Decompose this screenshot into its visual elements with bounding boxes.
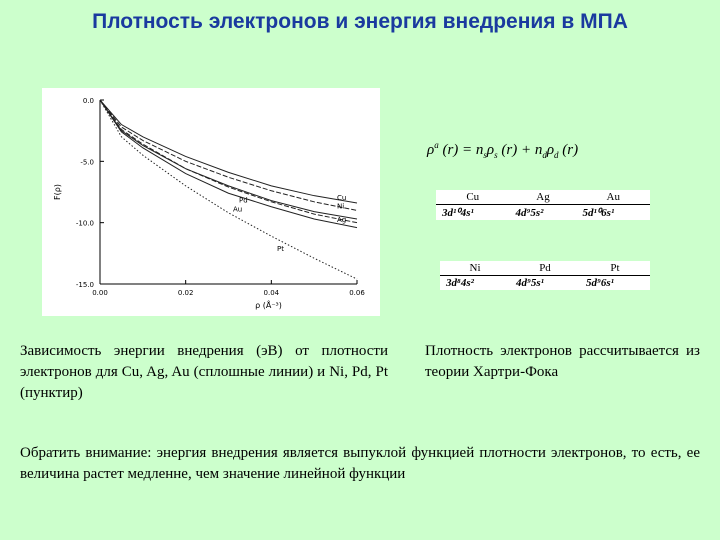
- x-tick-label: 0.06: [349, 289, 365, 297]
- formula-t1-rho: ρ: [486, 142, 495, 158]
- chart-caption: Зависимость энергии внедрения (эВ) от плотности электронов для Cu, Ag, Au (сплошные линии) и Ni, Pd, Pt (пунктир): [20, 343, 388, 401]
- formula-t2-n-sub: d: [542, 150, 547, 160]
- table-cell: 5d⁹6s¹: [586, 277, 614, 289]
- x-tick-label: 0.00: [92, 289, 108, 297]
- line-chart: [42, 88, 380, 316]
- series-label-pd: Pd: [239, 196, 248, 205]
- series-label-ni: Ni: [337, 202, 345, 211]
- series-line-ni: [100, 100, 357, 210]
- formula-t1-arg: (r): [501, 142, 518, 158]
- config-table-cu-ag-au: [436, 190, 650, 220]
- series-label-cu: Cu: [337, 194, 347, 203]
- y-tick-label: 0.0: [82, 97, 94, 105]
- table-cell: 4d⁹5s²: [515, 206, 544, 219]
- formula-lhs: ρ: [427, 142, 435, 158]
- x-tick-label: 0.02: [177, 289, 194, 297]
- table-cell: 4d⁹5s¹: [516, 277, 544, 289]
- convexity-note: Обратить внимание: энергия внедрения является выпуклой функцией плотности электронов, то есть, ее величина растет медленне, чем значение линейной функции: [20, 445, 700, 482]
- table-header: Cu: [436, 190, 510, 205]
- density-formula: [427, 140, 578, 160]
- series-line-pd: [100, 100, 357, 223]
- y-axis-label: F(ρ): [53, 184, 62, 200]
- table-header: Pt: [580, 261, 650, 276]
- formula-t2-rho: ρ: [546, 142, 555, 158]
- y-tick-label: -5.0: [80, 158, 94, 167]
- series-line-ag: [100, 100, 357, 219]
- formula-t2-rho-sub: d: [554, 150, 559, 160]
- table-header: Ag: [510, 190, 577, 205]
- formula-plus: +: [520, 142, 532, 158]
- series-label-pt: Pt: [277, 245, 284, 254]
- formula-t1-rho-sub: s: [494, 150, 498, 160]
- table-cell: 5d¹⁰6s¹: [582, 207, 615, 219]
- formula-t2-arg: (r): [562, 142, 579, 158]
- table-header: Au: [576, 190, 650, 205]
- series-line-pt: [100, 100, 357, 279]
- x-axis-label: ρ (Å⁻³): [255, 301, 282, 310]
- x-tick-label: 0.04: [263, 289, 280, 297]
- formula-t2-n: n: [534, 142, 543, 158]
- y-tick-label: -15.0: [75, 281, 94, 289]
- formula-t1-n: n: [475, 142, 484, 158]
- table-header: Ni: [440, 261, 510, 276]
- series-line-au: [100, 100, 357, 228]
- series-label-au: Au: [233, 205, 243, 214]
- hartree-fock-note: Плотность электронов рассчитывается из теории Хартри-Фока: [425, 343, 700, 380]
- formula-lhs-sup: a: [434, 140, 439, 150]
- chart-panel: [42, 88, 380, 316]
- table-cell: 3d⁸4s²: [446, 277, 474, 289]
- y-tick-label: -10.0: [75, 219, 94, 228]
- table-header: Pd: [510, 261, 580, 276]
- table-cell: 3d¹⁰4s¹: [442, 207, 474, 219]
- formula-t1-n-sub: s: [483, 150, 487, 160]
- page-title: Плотность электронов и энергия внедрения в МПА: [92, 10, 628, 33]
- config-table-ni-pd-pt: [440, 261, 650, 290]
- series-label-ag: Ag: [337, 215, 347, 224]
- formula-eq: =: [462, 142, 473, 158]
- formula-arg: (r): [442, 142, 459, 158]
